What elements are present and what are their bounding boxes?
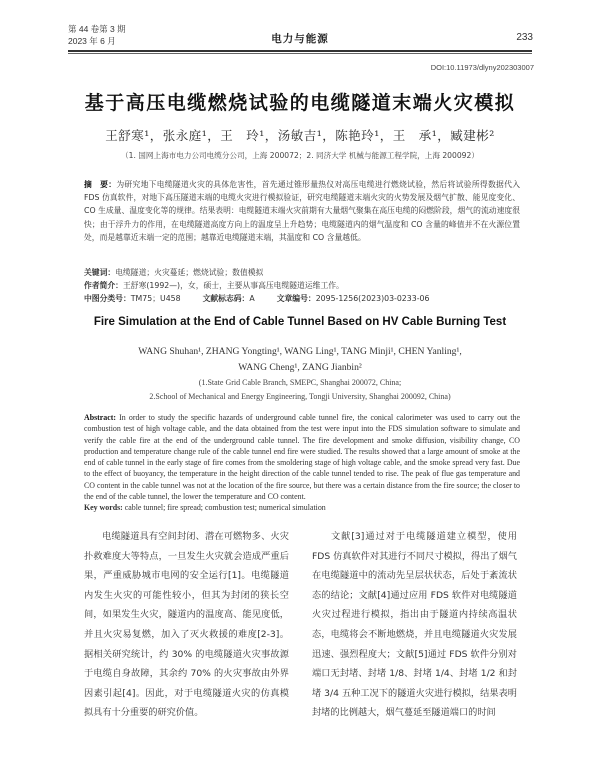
title-en: Fire Simulation at the End of Cable Tunnel Based on HV Cable Burning Test [93,316,507,328]
abstract-cn [84,178,520,244]
authors-en-line2: WANG Cheng¹, ZANG Jianbin² [238,362,362,373]
doc-code-label: 文献标志码： [202,294,250,303]
doi[interactable]: DOI:10.11973/dlyny202303007 [430,63,534,72]
body-column-left [84,527,289,723]
author-bio-cn [84,279,520,292]
abstract-en [84,412,520,502]
affiliation-en [60,376,540,404]
abstract-cn-text: 为研究地下电缆隧道火灾的具体危害性，首先通过锥形量热仪对高压电缆进行燃烧试验，然后将试验所得数据代入 FDS 仿真软件，对地下高压隧道末端的电缆火灾进行模拟验证，研究电缆隧道末端火灾的火势发展及烟气扩散、能见度变化、CO 生成量、温度变化等的规律。结果表明：电缆隧道末端火灾前期有大量烟气聚集在高压电缆的闷燃阶段，烟气的流动速度很快；由于浮升力的作用，在电缆隧道高度方向上的温度呈上升趋势；电缆隧道内的烟气温度和 CO 含量的峰值并不在火源位置处，而是越靠近末端一定的范围；越靠近电缆隧道末端，其温度和 CO 含量越低。 [84,180,521,242]
issue-date: 2023 年 6 月 [68,36,116,46]
authors-cn: 王舒寒¹，张永庭¹，王 玲¹，汤敏吉¹，陈艳玲¹，王 承¹，臧建彬² [105,128,495,143]
author-bio-text: 王舒寒(1992—)，女，硕士，主要从事高压电缆隧道运维工作。 [122,281,344,290]
abstract-en-label: Abstract: [84,413,116,422]
keywords-cn [84,266,520,279]
authors-en [60,344,540,376]
authors-en-line1: WANG Shuhan¹, ZHANG Yongting¹, WANG Ling¹, TANG Minji¹, CHEN Yanling¹, [138,346,462,357]
journal-name: 电力与能源 [271,33,329,45]
abstract-en-text: In order to study the specific hazards of underground cable tunnel fire, the conical calorimeter was used to carry out the combustion test of high voltage cable, and the data obtained from the test were input into the FDS simulation software to simulate and verify the cable fire at the end of the underground cable tunnel. The fire development and smoke diffusion, visibility change, CO production and temperature change rule of the cable tunnel end fire were studied. The results showed that a large amount of smoke at the end of cable tunnel in the early stage of fire comes from the smoldering stage of high voltage cable, and the smoke spread very fast. Due to the effect of buoyancy, the temperature in the height direction of the cable tunnel tended to rise. The peak of flue gas temperature and CO content in the cable tunnel was not at the location of the fire source, but there was a certain distance from the fire source; the closer to the end of the cable tunnel, the lower the temperature and CO content. [84,413,520,502]
article-no-label: 文章编号： [276,294,316,303]
article-no-value: 2095-1256(2023)03-0233-06 [315,294,430,303]
classification-line [84,292,520,305]
keywords-cn-text: 电缆隧道；火灾蔓延；燃烧试验；数值模拟 [115,268,264,277]
clc-label: 中图分类号： [84,294,131,303]
body-column-right [312,527,517,723]
keywords-cn-label: 关键词： [84,268,116,277]
body-right-text: 文献[3]通过对于电缆隧道建立模型，使用 FDS 仿真软件对其进行不同尺寸模拟，得出了烟气在电缆隧道中的流动先呈层状状态，后处于紊流状态的结论；文献[4]通过应用 FDS 软件对电缆隧道火灾过程进行模拟，指出由于隧道内持续高温状态，电缆将会不断地燃烧，并且电缆隧道火灾发展迅速、强烈程度大；文献[5]通过 FDS 软件分别对端口无封堵、封堵 1/8、封堵 1/4、封堵 1/2 和封堵 3/4 五种工况下的隧道火灾进行模拟，结果表明封堵的比例越大，烟气蔓延至隧道端口的时间 [312,531,517,719]
affiliation-en-line1: (1.State Grid Cable Branch, SMEPC, Shanghai 200072, China; [198,378,402,387]
title-cn: 基于高压电缆燃烧试验的电缆隧道末端火灾模拟 [84,92,516,114]
header-rule-thin [68,53,532,54]
author-bio-label: 作者简介： [84,281,123,290]
volume-issue: 第 44 卷第 3 期 [68,24,126,34]
keywords-en-label: Key words: [84,503,123,512]
page-number: 233 [516,32,533,43]
abstract-cn-label: 摘 要： [84,180,117,189]
keywords-en [84,502,520,513]
doc-code-value: A [249,294,255,303]
keywords-en-text: cable tunnel; fire spread; combustion test; numerical simulation [124,503,326,512]
affiliation-en-line2: 2.School of Mechanical and Energy Engineering, Tongji University, Shanghai 200092, China) [149,392,451,401]
clc-value: TM75；U458 [130,294,181,303]
body-left-text: 电缆隧道具有空间封闭、潜在可燃物多、火灾扑救难度大等特点，一旦发生火灾就会造成严重后果，严重威胁城市电网的安全运行[1]。电缆隧道内发生火灾的可能性较小，但其为封闭的狭长空间，如果发生火灾，隧道内的温度高、能见度低，并且火灾易复燃，加入了灭火救援的难度[2-3]。据相关研究统计，约 30% 的电缆隧道火灾事故源于电缆自身故障，其余约 70% 的火灾事故由外界因素引起[4]。因此，对于电缆隧道火灾的仿真模拟具有十分重要的研究价值。 [84,531,289,719]
header-rule-thick [68,50,532,52]
affiliation-cn: （1. 国网上海市电力公司电缆分公司，上海 200072；2. 同济大学 机械与能源工程学院，上海 200092） [121,151,479,160]
